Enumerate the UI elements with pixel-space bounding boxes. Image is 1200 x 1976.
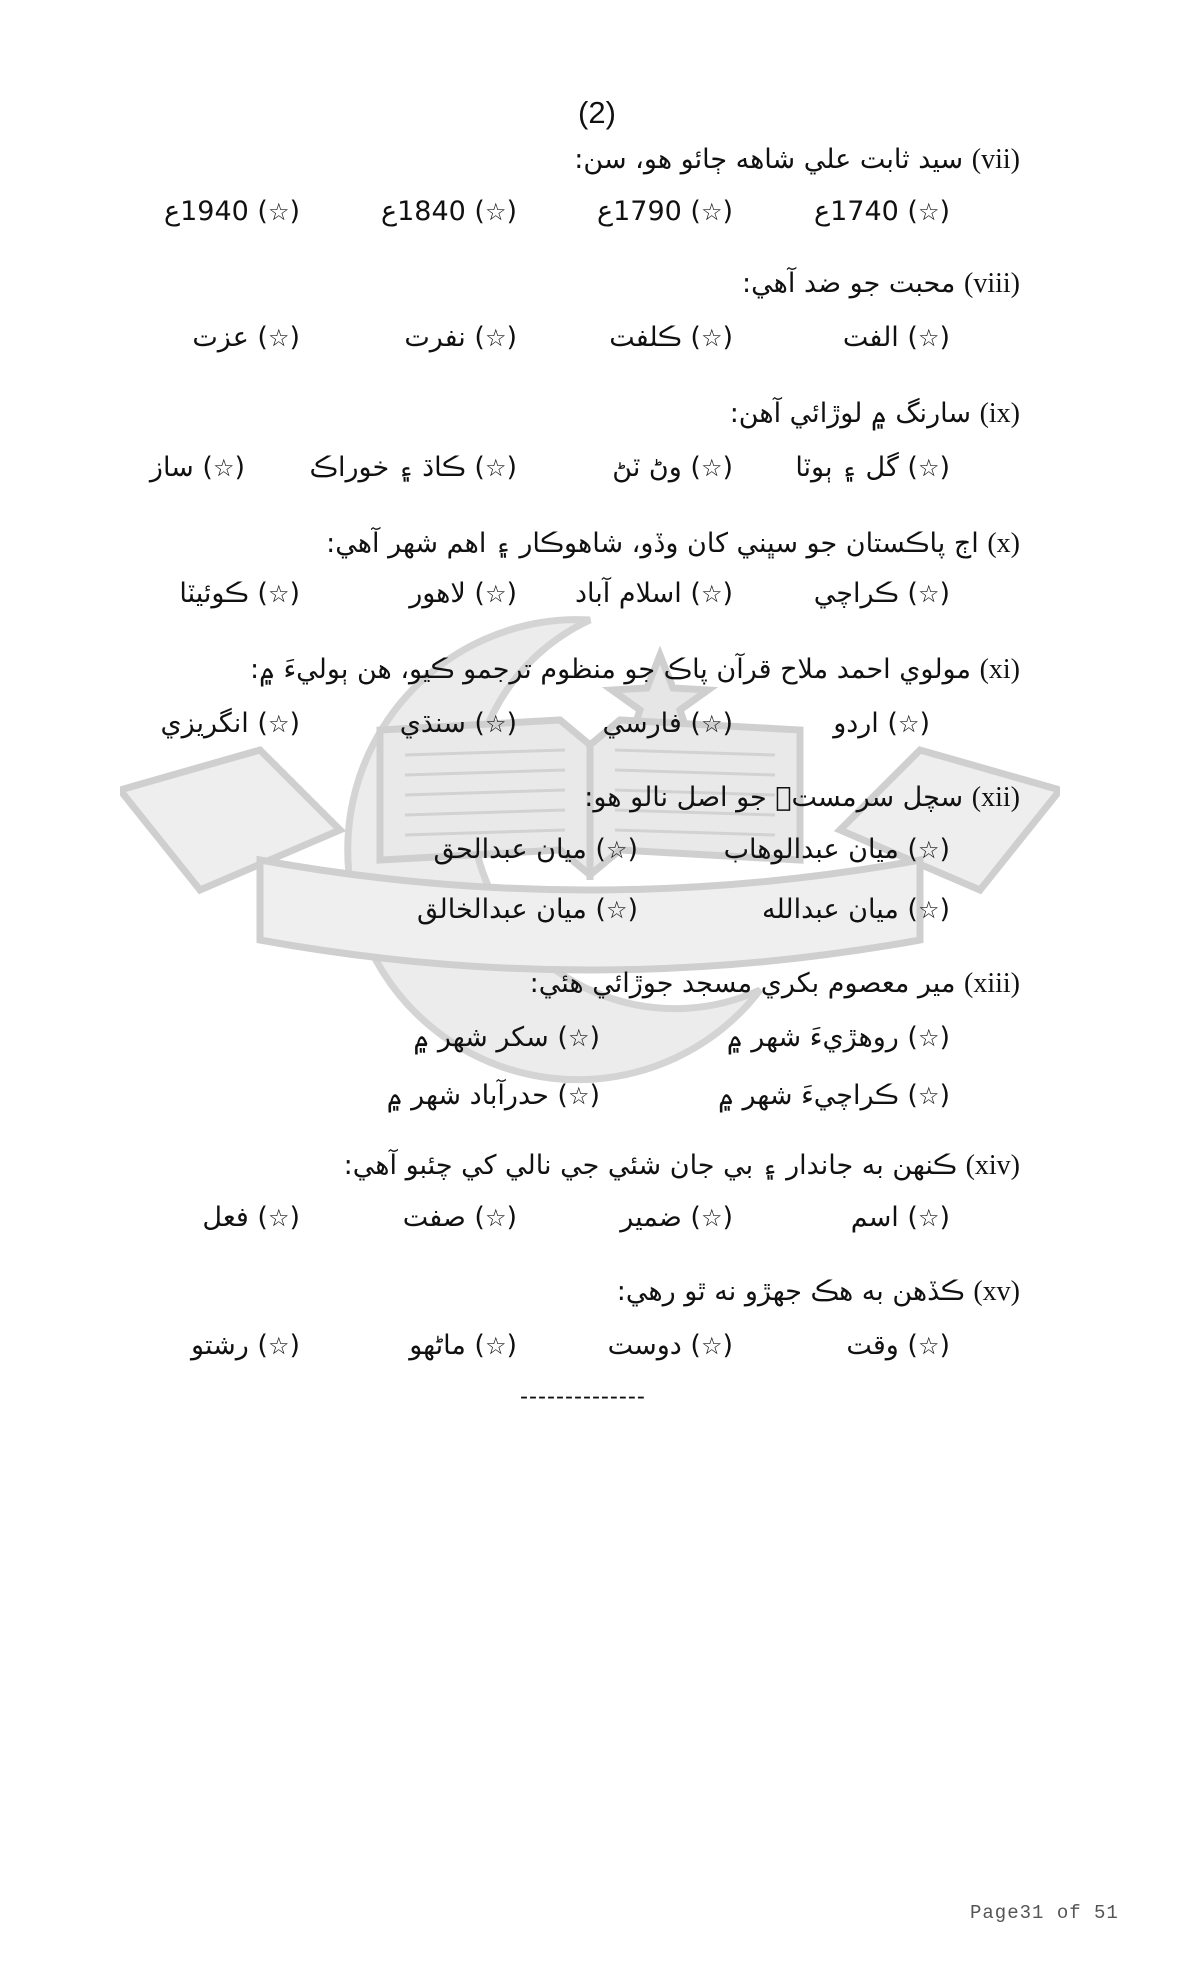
- star-marker-icon: ☆: [917, 198, 940, 226]
- question-viii: [742, 268, 1020, 300]
- question-text: ڪڏهن به هڪ جهڙو نه ٿو رهي:: [616, 1276, 965, 1307]
- star-marker-icon: ☆: [605, 896, 628, 924]
- star-marker-icon: ☆: [917, 896, 940, 924]
- option-c: (☆) ماڻهو: [409, 1330, 517, 1361]
- star-marker-icon: ☆: [700, 710, 723, 738]
- star-marker-icon: ☆: [484, 580, 507, 608]
- question-text: سارنگ ۾ لوڙائي آهن:: [729, 398, 971, 429]
- question-number: (xiii): [964, 968, 1020, 999]
- question-number: (viii): [964, 268, 1020, 299]
- star-marker-icon: ☆: [700, 1332, 723, 1360]
- option-b: (☆) اسلام آباد: [575, 578, 733, 609]
- option-d: (☆) رشتو: [191, 1330, 300, 1361]
- option-a: (☆) روهڙيءَ شهر ۾: [726, 1022, 950, 1053]
- option-c: (☆) صفت: [402, 1202, 517, 1233]
- option-c: (☆) سنڌي: [399, 708, 517, 739]
- option-b: (☆) ميان عبدالحق: [433, 834, 638, 865]
- page-number-label: (2): [578, 95, 616, 130]
- option-a: (☆) گل ۽ ٻوٽا: [795, 452, 950, 483]
- star-marker-icon: ☆: [917, 1024, 940, 1052]
- star-marker-icon: ☆: [212, 454, 235, 482]
- question-number: (xii): [971, 782, 1020, 813]
- option-a: (☆) ڪراچي: [813, 578, 950, 609]
- option-c: (☆) ڪراچيءَ شهر ۾: [718, 1080, 950, 1111]
- option-d: (☆) حدرآباد شهر ۾: [386, 1080, 600, 1111]
- star-marker-icon: ☆: [267, 1204, 290, 1232]
- option-d: (☆) عزت: [192, 322, 300, 353]
- star-marker-icon: ☆: [267, 1332, 290, 1360]
- option-a: (☆) اردو: [833, 708, 930, 739]
- star-marker-icon: ☆: [917, 836, 940, 864]
- option-c: (☆) ڪاڌ ۽ خوراڪ: [309, 452, 517, 483]
- option-a: (☆) 1740ع: [813, 196, 950, 227]
- question-xiii: [530, 968, 1020, 1000]
- question-xv: [617, 1276, 1020, 1308]
- star-marker-icon: ☆: [484, 1204, 507, 1232]
- question-number: (vii): [971, 144, 1020, 175]
- star-marker-icon: ☆: [267, 580, 290, 608]
- question-vii: [574, 144, 1020, 176]
- question-number: (x): [987, 528, 1020, 559]
- star-marker-icon: ☆: [897, 710, 920, 738]
- star-marker-icon: ☆: [917, 1204, 940, 1232]
- star-marker-icon: ☆: [917, 1332, 940, 1360]
- star-marker-icon: ☆: [917, 324, 940, 352]
- option-c: (☆) ميان عبدالله: [761, 894, 950, 925]
- option-c: (☆) 1840ع: [380, 196, 517, 227]
- option-d: (☆) ساز: [149, 452, 245, 483]
- star-marker-icon: ☆: [700, 1204, 723, 1232]
- option-b: (☆) ڪلفت: [609, 322, 733, 353]
- star-marker-icon: ☆: [700, 454, 723, 482]
- question-number: (xv): [973, 1276, 1020, 1307]
- question-text: مير معصوم بکري مسجد جوڙائي هئي:: [529, 968, 956, 999]
- question-number: (xi): [979, 654, 1020, 685]
- question-text: محبت جو ضد آهي:: [742, 268, 956, 299]
- star-marker-icon: ☆: [267, 198, 290, 226]
- question-number: (xiv): [965, 1150, 1020, 1181]
- star-marker-icon: ☆: [484, 454, 507, 482]
- option-b: (☆) ضمير: [620, 1202, 733, 1233]
- question-xi: [250, 654, 1020, 686]
- question-text: ڪنهن به جاندار ۽ بي جان شئي جي نالي کي چئبو آهي:: [343, 1150, 957, 1181]
- option-a: (☆) ميان عبدالوهاب: [723, 834, 950, 865]
- star-marker-icon: ☆: [484, 710, 507, 738]
- star-marker-icon: ☆: [605, 836, 628, 864]
- option-c: (☆) لاهور: [409, 578, 517, 609]
- question-xiv: [344, 1150, 1020, 1182]
- question-x: [326, 528, 1020, 560]
- option-b: (☆) وڻ ٽڻ: [612, 452, 733, 483]
- star-marker-icon: ☆: [917, 454, 940, 482]
- question-text: اڄ پاڪستان جو سڀني کان وڏو، شاهوڪار ۽ اهم شهر آهي:: [326, 528, 979, 559]
- star-marker-icon: ☆: [700, 580, 723, 608]
- end-divider: --------------: [520, 1383, 646, 1410]
- option-b: (☆) دوست: [607, 1330, 733, 1361]
- star-marker-icon: ☆: [484, 1332, 507, 1360]
- star-marker-icon: ☆: [917, 580, 940, 608]
- option-a: (☆) الفت: [842, 322, 950, 353]
- option-b: (☆) 1790ع: [596, 196, 733, 227]
- star-marker-icon: ☆: [267, 324, 290, 352]
- option-d: (☆) ڪوئيٽا: [179, 578, 300, 609]
- star-marker-icon: ☆: [484, 198, 507, 226]
- page-footer: Page31 of 51: [970, 1902, 1119, 1924]
- option-b: (☆) فارسي: [602, 708, 733, 739]
- option-a: (☆) اسم: [850, 1202, 950, 1233]
- question-text: سيد ثابت علي شاهه ڄائو هو، سن:: [574, 144, 964, 175]
- star-marker-icon: ☆: [567, 1082, 590, 1110]
- option-a: (☆) وقت: [846, 1330, 950, 1361]
- star-marker-icon: ☆: [484, 324, 507, 352]
- question-xii: [584, 782, 1020, 814]
- option-d: (☆) ميان عبدالخالق: [417, 894, 638, 925]
- star-marker-icon: ☆: [917, 1082, 940, 1110]
- question-number: (ix): [979, 398, 1020, 429]
- question-text: سچل سرمستؒ جو اصل نالو هو:: [584, 782, 964, 813]
- question-ix: [730, 398, 1020, 430]
- option-d: (☆) 1940ع: [163, 196, 300, 227]
- question-text: مولوي احمد ملاح قرآن پاڪ جو منظوم ترجمو ڪيو، هن ٻوليءَ ۾:: [249, 654, 971, 685]
- star-marker-icon: ☆: [700, 324, 723, 352]
- option-c: (☆) نفرت: [404, 322, 517, 353]
- option-d: (☆) فعل: [202, 1202, 300, 1233]
- option-d: (☆) انگريزي: [160, 708, 300, 739]
- star-marker-icon: ☆: [700, 198, 723, 226]
- star-marker-icon: ☆: [567, 1024, 590, 1052]
- option-b: (☆) سکر شهر ۾: [413, 1022, 600, 1053]
- star-marker-icon: ☆: [267, 710, 290, 738]
